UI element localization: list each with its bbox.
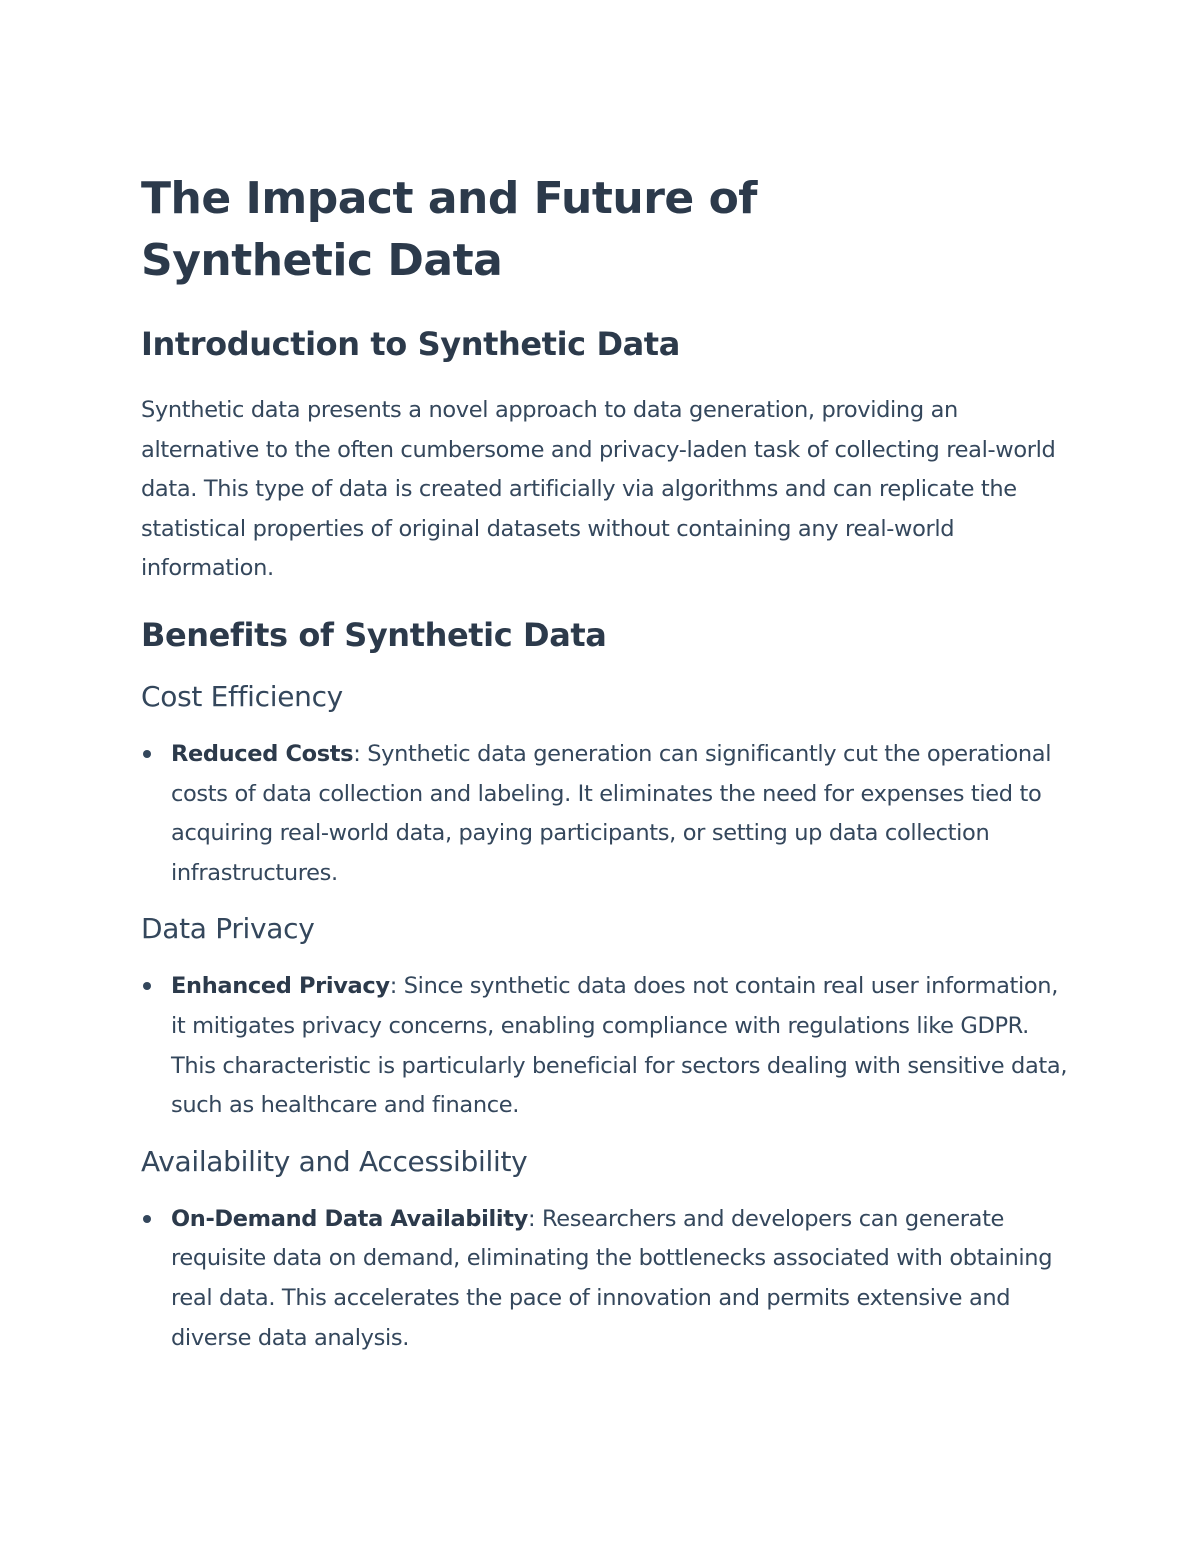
list-item-term: On-Demand Data Availability [171,1205,528,1232]
list-item-term: Enhanced Privacy [171,973,390,1000]
subheading-availability: Availability and Accessibility [141,1144,528,1178]
list-item-text: : Researchers and developers can generate requisite data on demand, eliminating the bottlenecks associated with obtaining real data. This accelerates the pace of innovation and permits extensive and diverse data analysis. [171,1205,1053,1351]
list-item [141,967,1071,1125]
introduction-paragraph: Synthetic data presents a novel approach to data generation, providing an alternative to the often cumbersome and privacy-laden task of collecting real-world data. This type of data is created artificially via algorithms and can replicate the statistical properties of original datasets without containing any real-world information. [141,397,1056,582]
bullet-icon [143,750,151,758]
availability-list [141,1200,1071,1358]
bullet-icon [143,982,151,990]
document-title: The Impact and Future of Synthetic Data [141,173,757,286]
list-item-term: Reduced Costs [171,740,354,767]
list-item [141,735,1071,893]
subheading-cost-efficiency: Cost Efficiency [141,679,343,713]
data-privacy-list [141,967,1071,1125]
list-item [141,1200,1071,1358]
list-item-text: : Synthetic data generation can significantly cut the operational costs of data collection and labeling. It eliminates the need for expenses tied to acquiring real-world data, paying participants, or setting up data collection infrastructures. [171,740,1052,886]
bullet-icon [143,1215,151,1223]
section-heading-introduction: Introduction to Synthetic Data [141,325,680,363]
subheading-data-privacy: Data Privacy [141,912,315,946]
section-heading-benefits: Benefits of Synthetic Data [141,615,607,654]
cost-efficiency-list [141,735,1071,893]
document-page [141,168,1071,1374]
list-item-text: : Since synthetic data does not contain real user information, it mitigates privacy concerns, enabling compliance with regulations like GDPR. This characteristic is particularly beneficial for sectors dealing with sensitive data, such as healthcare and finance. [171,973,1068,1119]
